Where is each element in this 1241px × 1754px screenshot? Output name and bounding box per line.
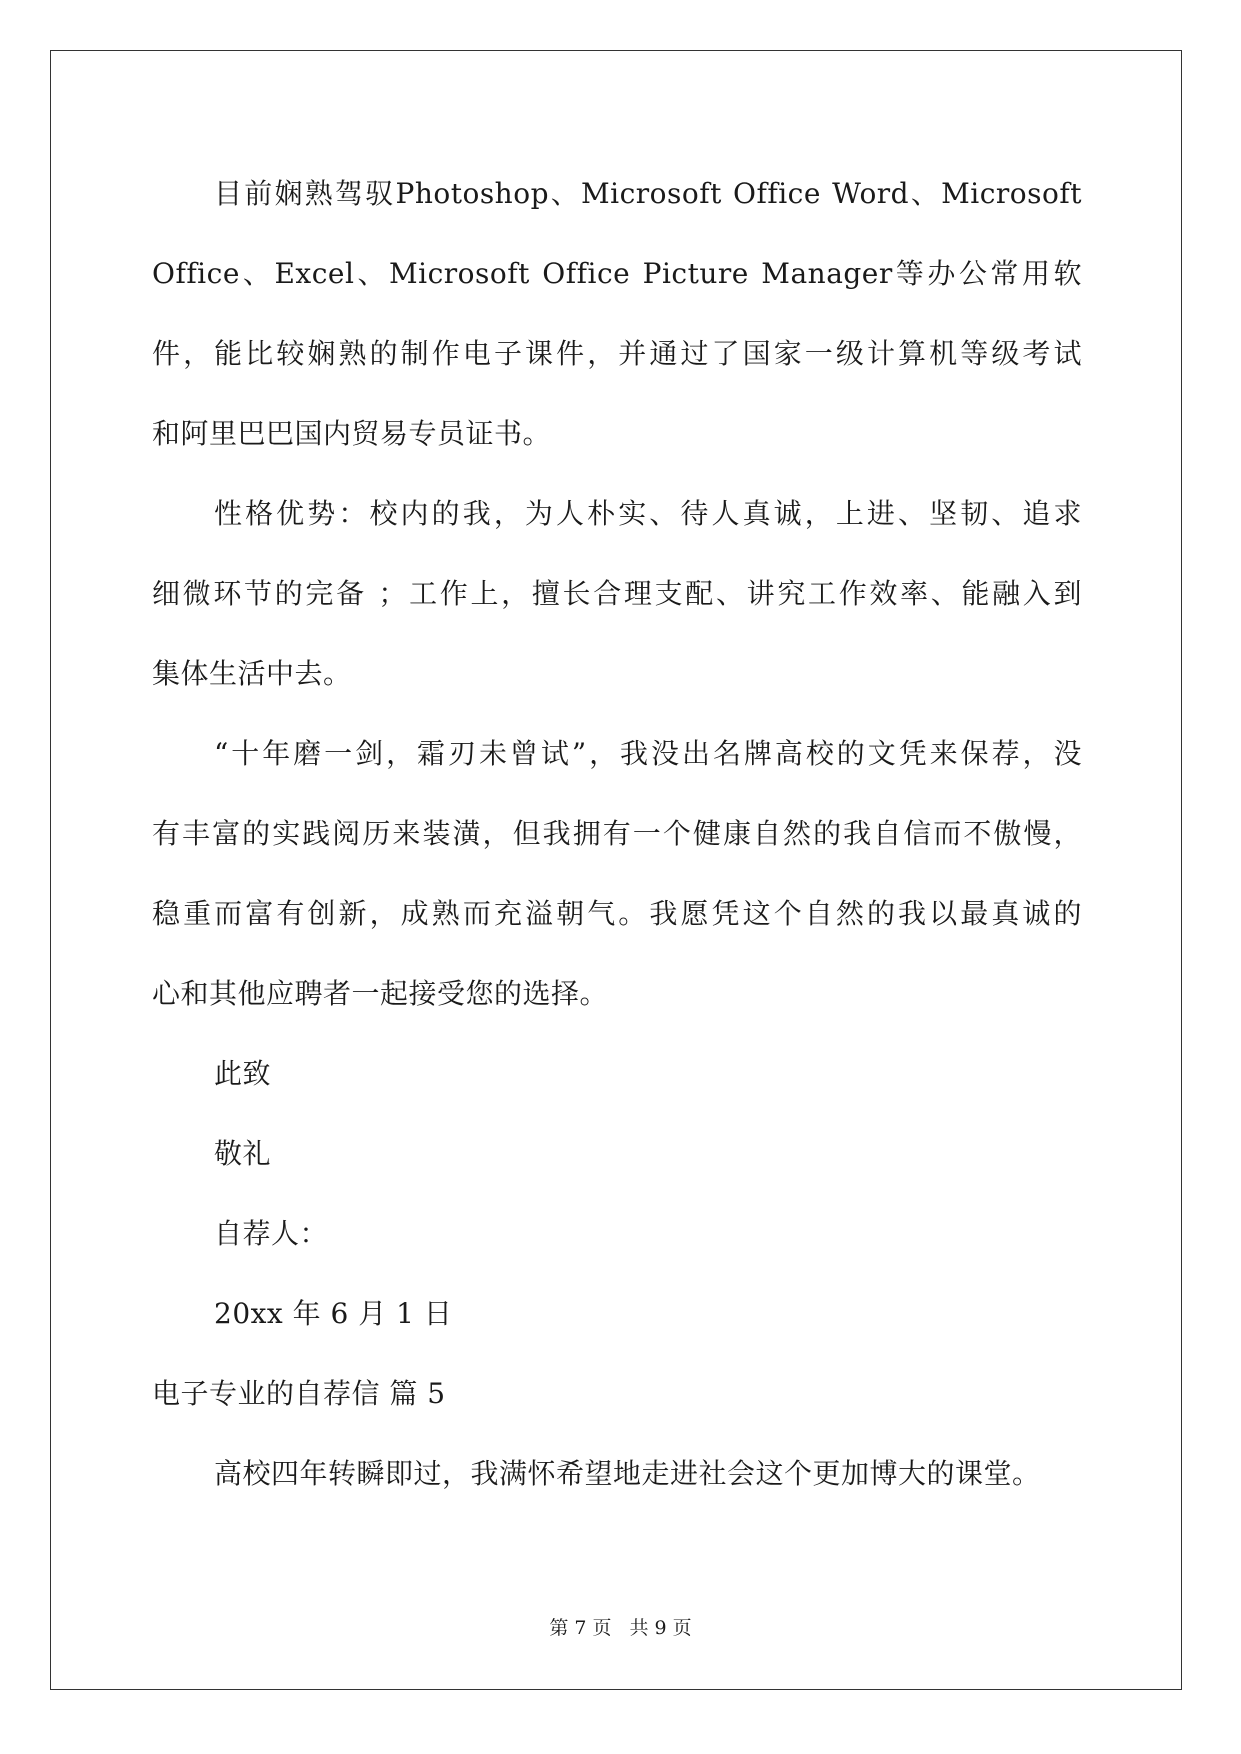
salutation-line: 敬礼 — [214, 1137, 272, 1170]
paragraph-line: 目前娴熟驾驭Photoshop、Microsoft Office Word、Microsoft — [214, 177, 1082, 210]
section-heading: 电子专业的自荐信 篇 5 — [152, 1377, 446, 1410]
paragraph-line: 性格优势：校内的我，为人朴实、待人真诚，上进、坚韧、追求 — [214, 497, 1082, 530]
paragraph-line: 件，能比较娴熟的制作电子课件，并通过了国家一级计算机等级考试 — [152, 337, 1082, 370]
signature-line: 自荐人： — [214, 1217, 329, 1250]
paragraph-line: 心和其他应聘者一起接受您的选择。 — [152, 977, 609, 1010]
paragraph-line: 集体生活中去。 — [152, 657, 352, 690]
page-total: 共 9 页 — [629, 1617, 692, 1639]
page-footer — [0, 1616, 1241, 1640]
paragraph-line: 有丰富的实践阅历来装潢，但我拥有一个健康自然的我自信而不傲慢， — [152, 817, 1082, 850]
paragraph-line: 稳重而富有创新，成熟而充溢朝气。我愿凭这个自然的我以最真诚的 — [152, 897, 1082, 930]
page-border — [50, 50, 1182, 1690]
paragraph-line: 细微环节的完备 ；工作上，擅长合理支配、讲究工作效率、能融入到 — [152, 577, 1082, 610]
paragraph-line: 和阿里巴巴国内贸易专员证书。 — [152, 417, 552, 450]
paragraph-line: “十年磨一剑，霜刃未曾试”，我没出名牌高校的文凭来保荐，没 — [214, 737, 1082, 770]
paragraph-line: Office、Excel、Microsoft Office Picture Manager等办公常用软 — [152, 257, 1082, 290]
page-number: 第 7 页 — [549, 1617, 612, 1639]
paragraph-line: 高校四年转瞬即过，我满怀希望地走进社会这个更加博大的课堂。 — [214, 1457, 1041, 1490]
salutation-line: 此致 — [214, 1057, 272, 1090]
date-line: 20xx 年 6 月 1 日 — [214, 1297, 453, 1330]
